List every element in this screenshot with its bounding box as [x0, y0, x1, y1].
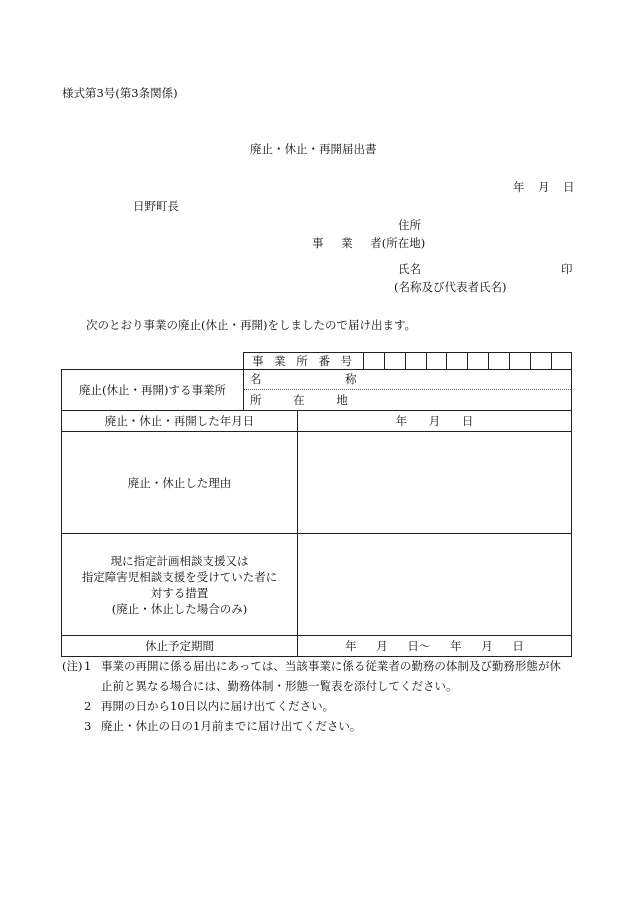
note-2-number: 2 [84, 699, 92, 713]
period-value: 年 月 日〜 年 月 日 [345, 639, 524, 653]
note-1-number: 1 [84, 659, 92, 673]
facility-label: 廃止(休止・再開)する事業所 [79, 383, 226, 397]
facility-location-label: 所 在 地 [250, 393, 348, 407]
address-label: 住所 [398, 218, 421, 232]
date-month: 月 [538, 180, 550, 194]
form-number: 様式第3号(第3条関係) [62, 86, 178, 100]
reason-label: 廃止・休止した理由 [127, 475, 232, 490]
facility-name-label: 名 称 [250, 372, 357, 386]
date-day: 日 [563, 180, 575, 194]
business-label: 事 業 者(所在地) [312, 236, 426, 250]
measures-label [62, 534, 297, 635]
notes-prefix: (注) [62, 659, 83, 673]
measures-line-3: 対する措置 [150, 585, 209, 600]
note-3-number: 3 [84, 719, 92, 733]
note-1-line-1: 事業の再開に係る届出にあっては、当該事業に係る従業者の勤務の体制及び勤務形態が休 [101, 659, 561, 673]
seal-mark: 印 [561, 262, 573, 276]
date-row-label: 廃止・休止・再開した年月日 [104, 414, 255, 428]
note-2-text: 再開の日から10日以内に届け出てください。 [101, 699, 335, 713]
measures-input-area[interactable] [298, 534, 571, 635]
office-number-label: 事 業 所 番 号 [252, 354, 353, 368]
name-label: 氏名 [398, 262, 421, 276]
measures-line-2: 指定障害児相談支援を受けていた者に [81, 569, 278, 584]
name-note: (名称及び代表者氏名) [394, 280, 507, 294]
reason-input-area[interactable] [298, 432, 571, 533]
measures-line-4: (廃止・休止した場合のみ) [111, 601, 248, 616]
note-1-line-2: 止前と異なる場合には、勤務体制・形態一覧表を添付してください。 [101, 679, 458, 693]
intro-text: 次のとおり事業の廃止(休止・再開)をしましたので届け出ます。 [86, 318, 417, 332]
measures-line-1: 現に指定計画相談支援又は [110, 553, 249, 568]
document-title: 廃止・休止・再開届出書 [250, 142, 377, 156]
addressee: 日野町長 [133, 199, 179, 213]
period-label: 休止予定期間 [145, 639, 214, 653]
note-3-text: 廃止・休止の日の1月前までに届け出てください。 [101, 719, 362, 733]
date-row-value: 年 月 日 [395, 414, 474, 428]
date-year: 年 [513, 180, 525, 194]
